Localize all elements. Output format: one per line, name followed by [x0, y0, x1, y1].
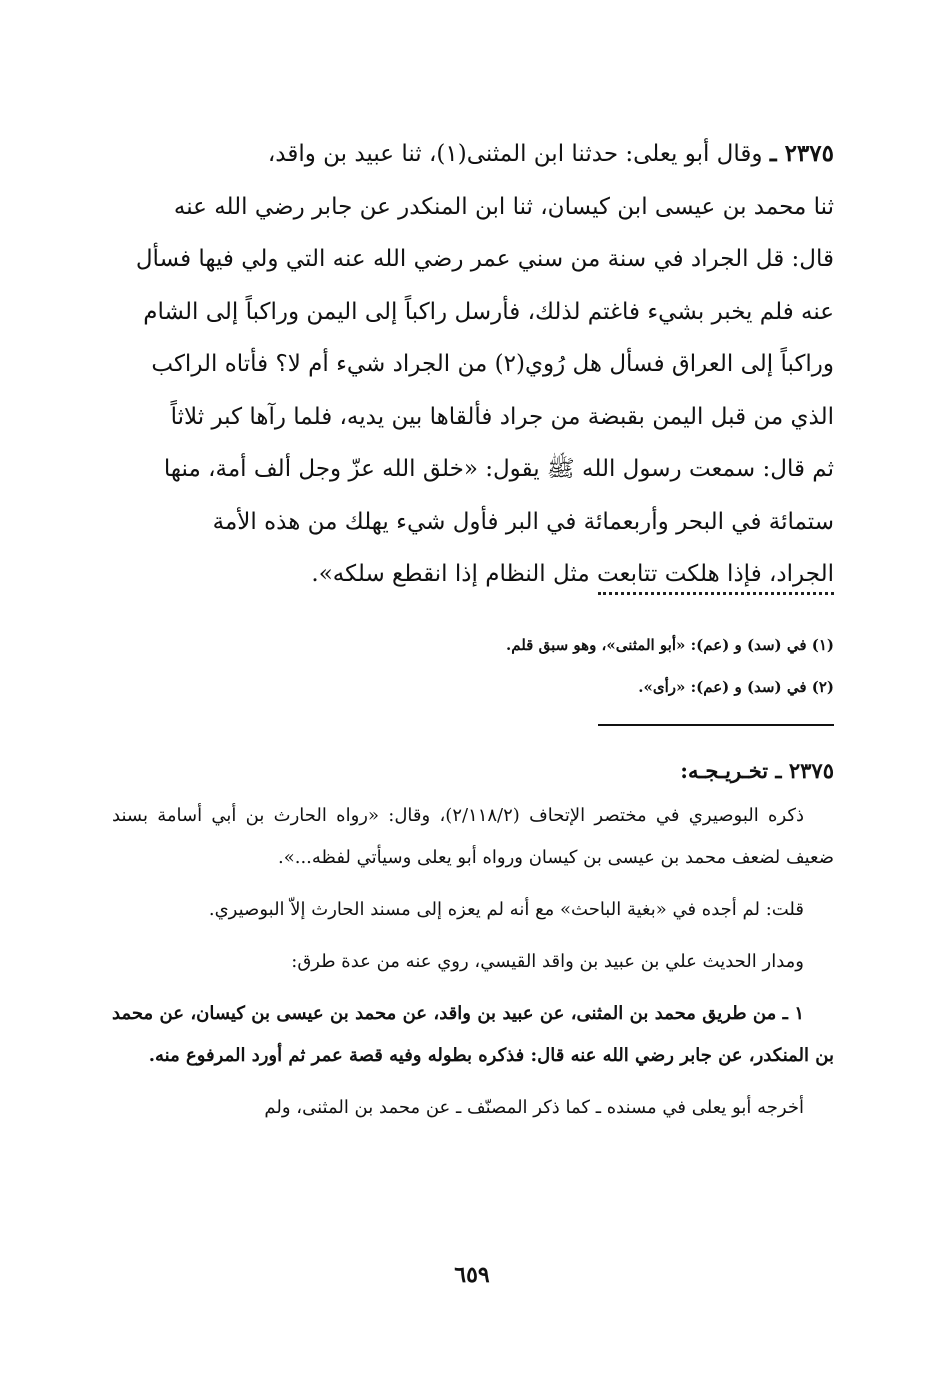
- hadith-text: [112, 128, 834, 601]
- footnote-2: (٢) في (سد) و (عم): «رأى».: [638, 678, 834, 696]
- hadith-line-1: [112, 128, 834, 181]
- hadith-line-9: الجراد، فإذا هلكت تتابعت مثل النظام إذا انقطع سلكه».: [311, 561, 834, 587]
- footnote-1: (١) في (سد) و (عم): «أبو المثنى»، وهو سبق قلم.: [506, 636, 834, 654]
- hadith-line-1-text: وقال أبو يعلى: حدثنا ابن المثنى(١)، ثنا عبيد بن واقد،: [267, 141, 763, 167]
- page-number: ٦٥٩: [454, 1262, 490, 1288]
- hadith-line-4: عنه فلم يخبر بشيء فاغتم لذلك، فأرسل راكباً إلى اليمن وراكباً إلى الشام: [143, 298, 834, 325]
- takhrij-paragraph-2: قلت: لم أجده في «بغية الباحث» مع أنه لم يعزه إلى مسند الحارث إلاّ البوصيري.: [208, 899, 804, 920]
- section-divider: [598, 724, 834, 726]
- takhrij-paragraph-4: ١ ـ من طريق محمد بن المثنى، عن عبيد بن واقد، عن محمد بن عيسى بن كيسان، عن محمد بن المنكدر، عن جابر رضي الله عنه قال: فذكره بطوله وفيه قصة عمر ثم أورد المرفوع منه.: [112, 1003, 834, 1066]
- hadith-line-5: وراكباً إلى العراق فسأل هل رُوي(٢) من الجراد شيء أم لا؟ فأتاه الراكب: [151, 351, 834, 377]
- hadith-line-8: ستمائة في البحر وأربعمائة في البر فأول شيء يهلك من هذه الأمة: [212, 508, 834, 535]
- hadith-number: ٢٣٧٥ ـ: [769, 140, 834, 167]
- hadith-line-6: الذي من قبل اليمن بقبضة من جراد فألقاها بين يديه، فلما رآها كبر ثلاثاً: [170, 403, 834, 430]
- takhrij-section: [112, 795, 834, 1139]
- takhrij-paragraph-1: ذكره البوصيري في مختصر الإتحاف (٢/١١٨/٢)، وقال: «رواه الحارث بن أبي أسامة بسند ضعيف لضعف محمد بن عيسى بن كيسان ورواه أبو يعلى وسيأتي لفظه...».: [112, 805, 834, 868]
- hadith-line-2: ثنا محمد بن عيسى ابن كيسان، ثنا ابن المنكدر عن جابر رضي الله عنه: [173, 193, 834, 220]
- takhrij-paragraph-5: أخرجه أبو يعلى في مسنده ـ كما ذكر المصنّف ـ عن محمد بن المثنى، ولم: [264, 1097, 804, 1118]
- takhrij-title: ٢٣٧٥ ـ تخـريـجـه:: [680, 758, 834, 783]
- footnote-separator: [598, 592, 834, 595]
- takhrij-paragraph-3: ومدار الحديث علي بن عبيد بن واقد القيسي، روي عنه من عدة طرق:: [291, 951, 804, 972]
- hadith-line-3: قال: قل الجراد في سنة من سني عمر رضي الله عنه التي ولي فيها فسأل: [135, 246, 834, 272]
- hadith-line-7: ثم قال: سمعت رسول الله ﷺ يقول: «خلق الله عزّ وجل ألف أمة، منها: [163, 456, 834, 482]
